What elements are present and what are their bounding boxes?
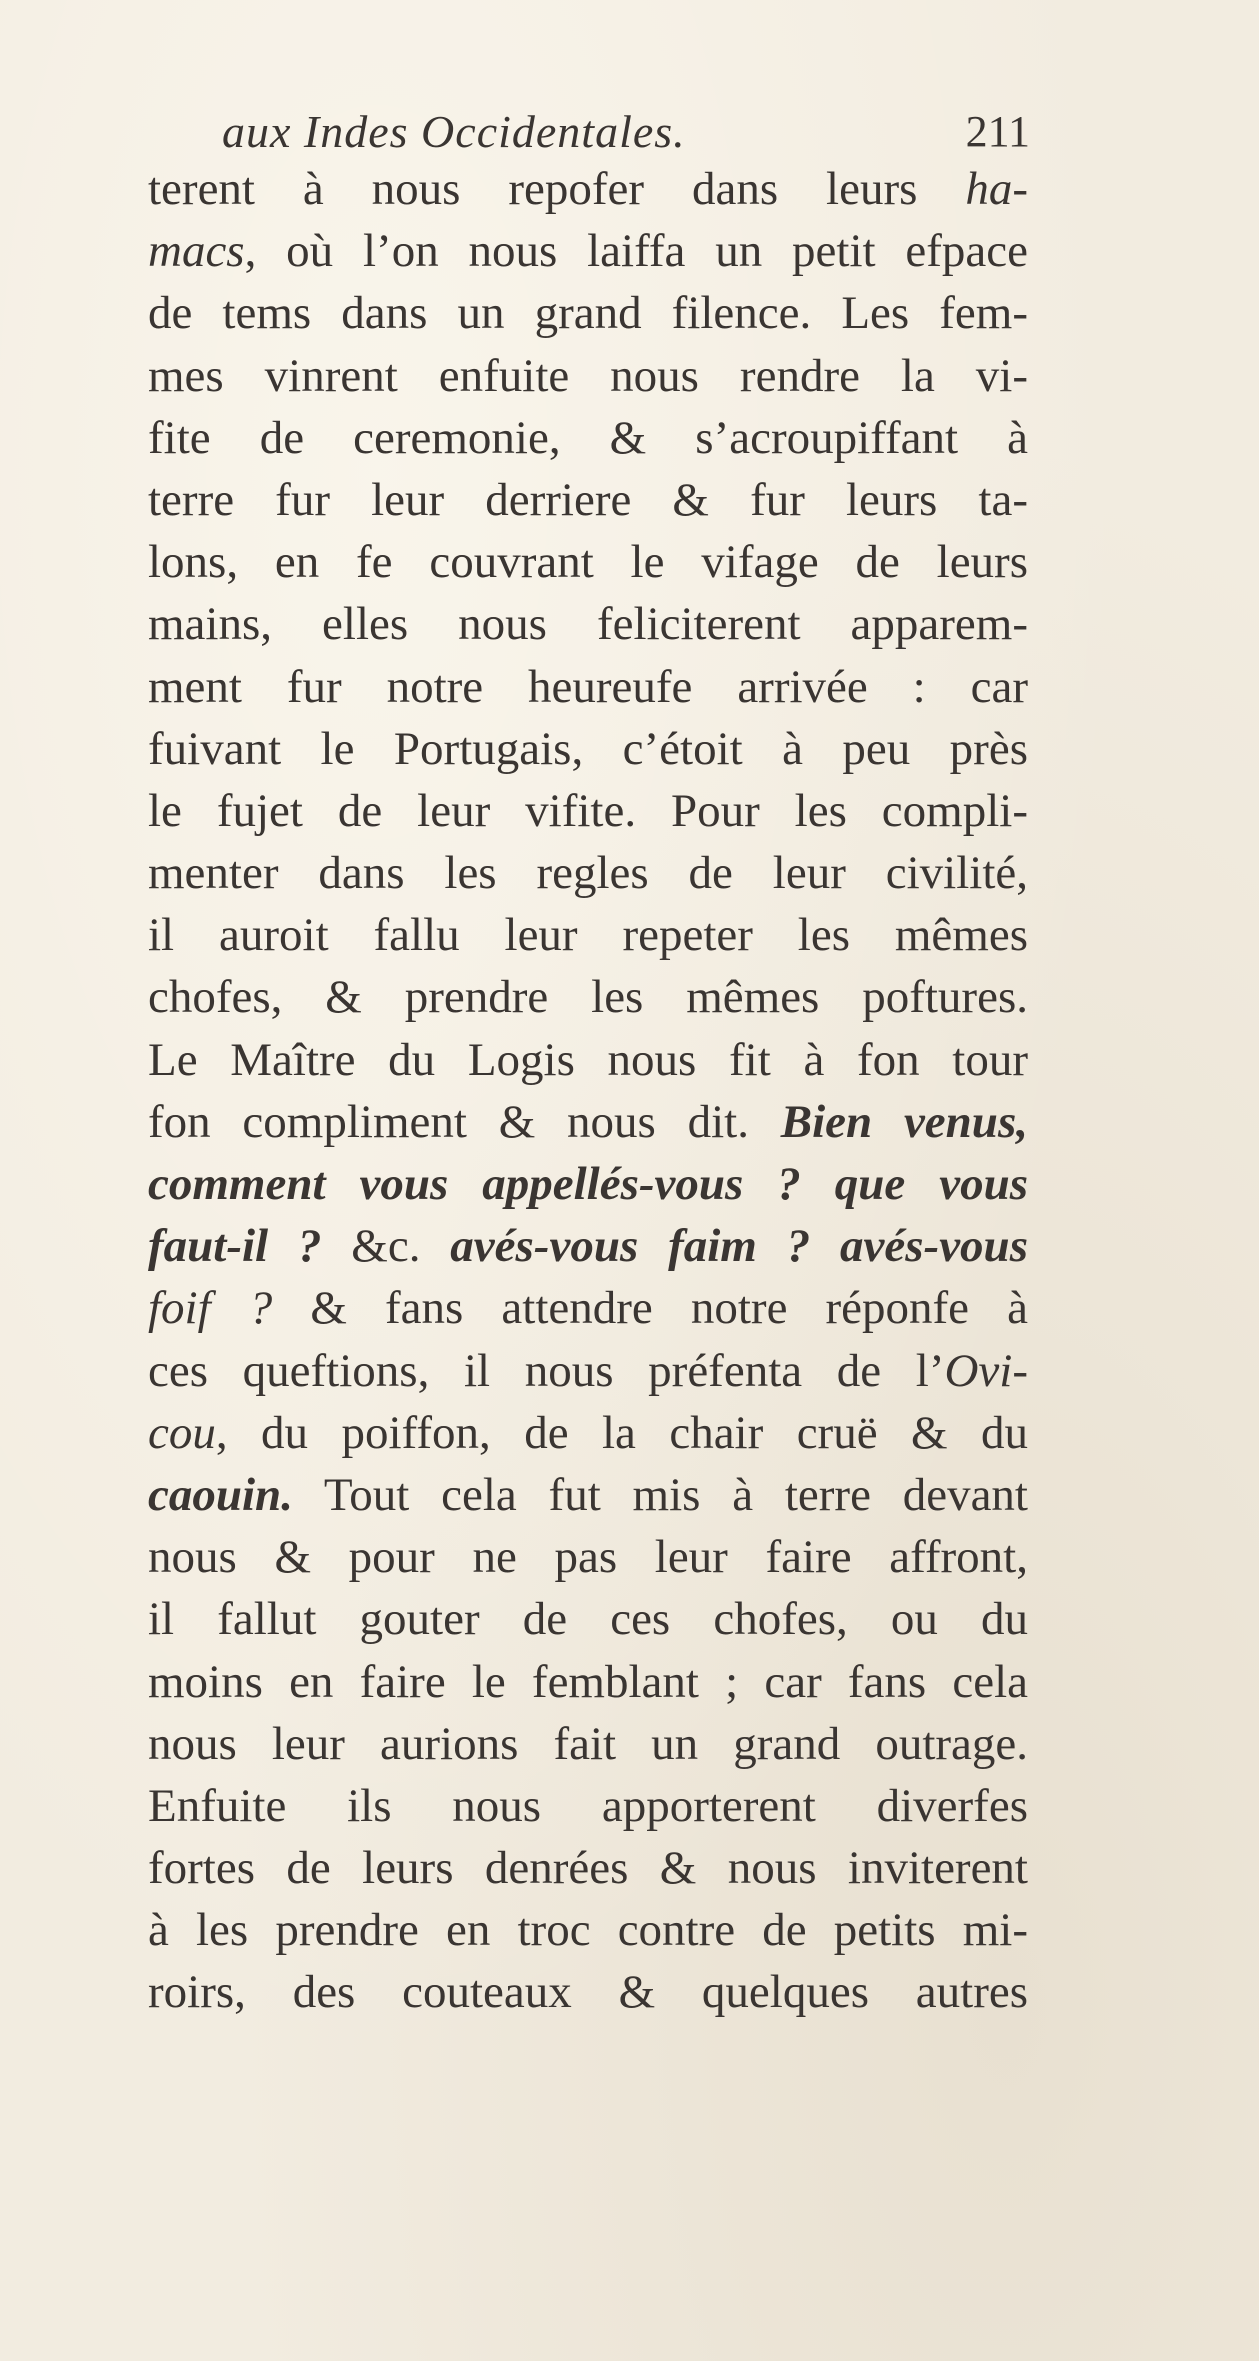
text-line: [148, 718, 1028, 780]
text-line: [148, 531, 1028, 593]
text-segment: lons, en fe couvrant le vifage de leurs: [148, 536, 1028, 589]
text-segment: avés-vous faim ? avés-vous: [450, 1220, 1028, 1273]
text-line: [148, 780, 1028, 842]
text-segment: , du poiffon, de la chair cruë & du: [215, 1406, 1028, 1459]
text-segment: caouin.: [148, 1468, 293, 1521]
text-segment: &c.: [321, 1220, 451, 1273]
text-line: [148, 966, 1028, 1028]
text-line: [148, 220, 1028, 282]
text-line: [148, 1340, 1028, 1402]
text-line: [148, 1837, 1028, 1899]
text-segment: Tout cela fut mis à terre devant: [292, 1468, 1028, 1521]
text-segment: fortes de leurs denrées & nous inviterent: [148, 1842, 1028, 1895]
text-line: [148, 1899, 1028, 1961]
text-segment: & fans attendre notre réponfe à: [272, 1282, 1028, 1335]
page-header: [222, 104, 1030, 160]
text-line: [148, 1215, 1028, 1277]
text-line: [148, 1651, 1028, 1713]
text-line: [148, 842, 1028, 904]
text-segment: fite de ceremonie, & s’acroupiffant à: [148, 411, 1028, 464]
text-line: [148, 1091, 1028, 1153]
text-segment: ha-: [965, 163, 1028, 215]
text-segment: macs: [148, 225, 245, 278]
text-segment: mes vinrent enfuite nous rendre la vi-: [148, 349, 1028, 402]
body-text: [148, 158, 1028, 2024]
text-line: [148, 904, 1028, 966]
text-line: [148, 1464, 1028, 1526]
text-segment: mains, elles nous feliciterent apparem-: [148, 598, 1028, 651]
text-line: [148, 282, 1028, 344]
text-line: [148, 345, 1028, 407]
text-line: [148, 407, 1028, 469]
text-segment: comment vous appellés-vous ? que vous: [148, 1158, 1028, 1210]
text-segment: fon compliment & nous dit.: [148, 1095, 781, 1148]
running-head: aux Indes Occidentales.: [222, 106, 686, 157]
text-segment: nous & pour ne pas leur faire affront,: [148, 1531, 1028, 1584]
text-segment: il fallut gouter de ces chofes, ou du: [148, 1593, 1028, 1646]
text-line: [148, 1153, 1028, 1215]
text-segment: ces queftions, il nous préfenta de l’: [148, 1344, 945, 1397]
text-segment: à les prendre en troc contre de petits mi-: [148, 1904, 1028, 1957]
text-segment: terre fur leur derriere & fur leurs ta-: [148, 473, 1028, 526]
text-line: [148, 1775, 1028, 1837]
text-line: [148, 1961, 1028, 2023]
text-line: [148, 1713, 1028, 1775]
text-segment: faut-il ?: [148, 1220, 322, 1273]
text-line: [148, 656, 1028, 718]
text-segment: menter dans les regles de leur civilité,: [148, 847, 1028, 900]
page-number: 211: [965, 107, 1030, 156]
text-segment: ment fur notre heureufe arrivée : car: [148, 660, 1028, 713]
text-line: [148, 1029, 1028, 1091]
text-line: [148, 158, 1028, 220]
text-segment: moins en faire le femblant ; car fans cela: [148, 1655, 1028, 1708]
text-segment: Ovi-: [944, 1344, 1028, 1397]
text-segment: nous leur aurions fait un grand outrage.: [148, 1717, 1028, 1770]
text-segment: roirs, des couteaux & quelques autres: [148, 1966, 1028, 2019]
text-line: [148, 1526, 1028, 1588]
text-segment: foif ?: [148, 1282, 273, 1335]
text-line: [148, 469, 1028, 531]
text-segment: , où l’on nous laiffa un petit efpace: [244, 225, 1028, 278]
text-segment: cou: [148, 1406, 216, 1459]
text-segment: Enfuite ils nous apporterent diverfes: [148, 1779, 1028, 1832]
text-segment: fuivant le Portugais, c’étoit à peu près: [148, 722, 1028, 775]
text-segment: Bien venus,: [780, 1095, 1028, 1148]
text-line: [148, 1588, 1028, 1650]
text-segment: de tems dans un grand filence. Les fem-: [148, 287, 1028, 340]
text-segment: Le Maître du Logis nous fit à fon tour: [148, 1033, 1028, 1086]
text-segment: chofes, & prendre les mêmes poftures.: [148, 971, 1028, 1024]
text-line: [148, 1402, 1028, 1464]
text-segment: le fujet de leur vifite. Pour les compli-: [148, 784, 1028, 837]
text-line: [148, 593, 1028, 655]
text-line: [148, 1277, 1028, 1339]
text-segment: il auroit fallu leur repeter les mêmes: [148, 909, 1028, 962]
text-segment: terent à nous repofer dans leurs: [148, 163, 966, 215]
